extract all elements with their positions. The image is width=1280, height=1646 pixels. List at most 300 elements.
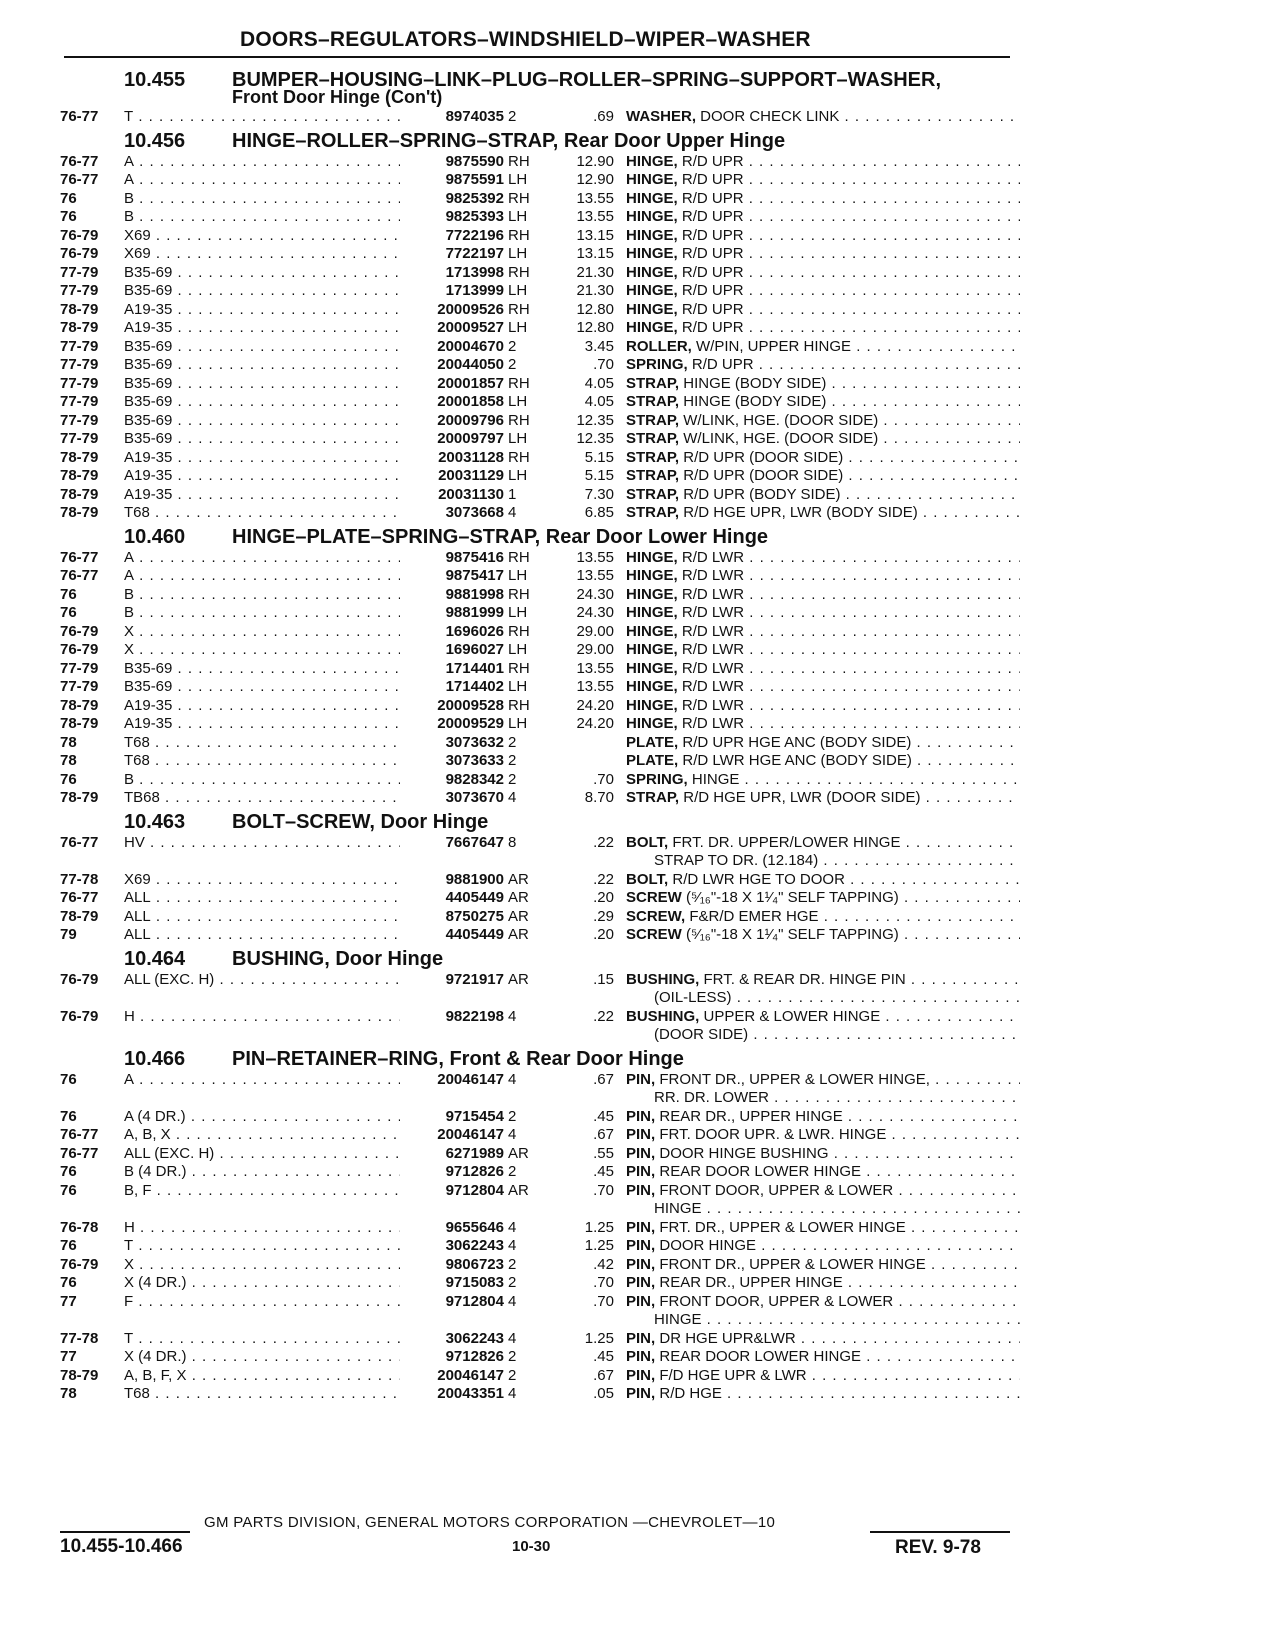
model-year: 76-77 bbox=[60, 833, 99, 851]
part-detail: R/D HGE bbox=[655, 1385, 722, 1402]
price: 24.20 bbox=[576, 696, 614, 714]
part-number: 3073632 bbox=[400, 734, 504, 753]
quantity: 4 bbox=[508, 789, 517, 806]
part-detail: DOOR HINGE BUSHING bbox=[655, 1144, 829, 1162]
model-code: A, B, X . . . bbox=[124, 1126, 464, 1145]
price: 13.55 bbox=[576, 659, 614, 677]
part-number: 20009526 bbox=[400, 301, 504, 320]
part-description bbox=[626, 467, 1020, 486]
quantity: 4 bbox=[508, 1126, 517, 1143]
part-name: PIN, bbox=[626, 1274, 656, 1291]
table-row bbox=[60, 567, 1020, 586]
part-name: HINGE, bbox=[626, 208, 678, 225]
part-name: PIN, bbox=[626, 1366, 656, 1384]
part-detail: F&R/D EMER HGE bbox=[685, 907, 819, 925]
price: .55 bbox=[593, 1144, 614, 1162]
quantity: 2 bbox=[508, 770, 517, 788]
part-detail: R/D UPR (DOOR SIDE) bbox=[679, 467, 844, 484]
model-code: ALL (EXC. H) . . . bbox=[124, 1145, 464, 1164]
part-name: SCREW bbox=[626, 926, 682, 943]
model-year: 77-78 bbox=[60, 1329, 99, 1347]
model-year: 77-79 bbox=[60, 263, 99, 281]
part-name: HINGE, bbox=[626, 171, 678, 188]
section-number: 10.464 bbox=[124, 947, 186, 970]
table-row bbox=[60, 971, 1020, 1008]
part-name: SCREW bbox=[626, 889, 682, 906]
part-detail: R/D UPR bbox=[677, 226, 744, 244]
model-year: 77-79 bbox=[60, 659, 99, 677]
model-year: 78 bbox=[60, 733, 77, 751]
part-number: 20009528 bbox=[400, 697, 504, 716]
section-heading bbox=[60, 68, 1020, 92]
part-number: 9806723 bbox=[400, 1256, 504, 1275]
price: 12.35 bbox=[576, 430, 614, 447]
model-year: 76 bbox=[60, 1070, 77, 1088]
table-row bbox=[60, 660, 1020, 679]
model-code: ALL (EXC. H) . . . bbox=[124, 971, 464, 990]
table-row bbox=[60, 752, 1020, 771]
model-code: A19-35 . . . bbox=[124, 301, 464, 320]
part-name: HINGE, bbox=[626, 622, 678, 640]
price: .69 bbox=[593, 108, 614, 125]
part-detail: R/D UPR HGE ANC (BODY SIDE) bbox=[678, 733, 912, 751]
part-name: STRAP, bbox=[626, 789, 680, 806]
section-heading bbox=[60, 810, 1020, 834]
model-code: ALL . . . bbox=[124, 926, 464, 945]
model-year: 77 bbox=[60, 1348, 77, 1365]
part-detail: REAR DOOR LOWER HINGE bbox=[655, 1163, 862, 1180]
model-year: 78-79 bbox=[60, 715, 99, 732]
model-year: 79 bbox=[60, 926, 77, 943]
part-detail: W/LINK, HGE. (DOOR SIDE) bbox=[679, 411, 879, 429]
part-detail: R/D HGE UPR, LWR (DOOR SIDE) bbox=[679, 789, 921, 806]
quantity: 4 bbox=[508, 1237, 517, 1254]
part-number: 3062243 bbox=[400, 1330, 504, 1349]
part-detail: FRONT DOOR, UPPER & LOWER bbox=[655, 1292, 894, 1310]
table-row bbox=[60, 375, 1020, 394]
part-detail: R/D LWR bbox=[677, 678, 745, 695]
section-heading bbox=[60, 1047, 1020, 1071]
part-name: HINGE, bbox=[626, 567, 678, 584]
model-year: 76-79 bbox=[60, 970, 99, 988]
model-year: 78-79 bbox=[60, 789, 99, 806]
part-description bbox=[626, 1008, 1020, 1027]
part-name: HINGE, bbox=[626, 152, 678, 170]
part-description bbox=[626, 338, 1020, 357]
price: .20 bbox=[593, 926, 614, 943]
model-year: 76 bbox=[60, 770, 77, 788]
part-name: HINGE, bbox=[626, 696, 678, 714]
model-code: B35-69 . . . bbox=[124, 356, 464, 375]
model-year: 76-77 bbox=[60, 171, 99, 188]
price: .15 bbox=[593, 970, 614, 988]
part-name: HINGE, bbox=[626, 548, 678, 566]
table-row bbox=[60, 449, 1020, 468]
part-description bbox=[626, 567, 1020, 586]
table-row bbox=[60, 190, 1020, 209]
part-description bbox=[626, 908, 1020, 927]
section-title: HINGE–ROLLER–SPRING–STRAP, Rear Door Upper Hinge bbox=[232, 129, 786, 152]
part-number: 20001858 bbox=[400, 393, 504, 412]
quantity: 4 bbox=[508, 1385, 517, 1402]
model-code: X (4 DR.) . . . bbox=[124, 1274, 464, 1293]
model-code: B35-69 . . . bbox=[124, 338, 464, 357]
model-code: T68 . . . bbox=[124, 734, 464, 753]
price: 8.70 bbox=[584, 789, 614, 806]
quantity: RH bbox=[508, 622, 530, 640]
part-description bbox=[626, 449, 1020, 468]
part-description bbox=[626, 1145, 1020, 1164]
model-code: T68 . . . bbox=[124, 504, 464, 523]
price: .22 bbox=[593, 833, 614, 851]
model-year: 77-79 bbox=[60, 393, 99, 410]
part-number: 3073668 bbox=[400, 504, 504, 523]
model-year: 77-79 bbox=[60, 411, 99, 429]
model-code: A . . . bbox=[124, 1071, 464, 1090]
table-row bbox=[60, 301, 1020, 320]
part-number: 6271989 bbox=[400, 1145, 504, 1164]
model-year: 78 bbox=[60, 752, 77, 769]
model-code: B35-69 . . . bbox=[124, 282, 464, 301]
part-detail: REAR DOOR LOWER HINGE bbox=[655, 1348, 862, 1365]
model-year: 78-79 bbox=[60, 1366, 99, 1384]
model-year: 77-78 bbox=[60, 870, 99, 888]
model-year: 76-79 bbox=[60, 245, 99, 262]
price: .45 bbox=[593, 1348, 614, 1365]
table-row bbox=[60, 641, 1020, 660]
quantity: RH bbox=[508, 263, 530, 281]
part-description bbox=[626, 1256, 1020, 1275]
table-row bbox=[60, 1348, 1020, 1367]
table-row bbox=[60, 430, 1020, 449]
price: 5.15 bbox=[584, 467, 614, 484]
part-detail: R/D LWR bbox=[677, 659, 745, 677]
model-code: A19-35 . . . bbox=[124, 467, 464, 486]
price: 13.15 bbox=[576, 245, 614, 262]
price: .45 bbox=[593, 1107, 614, 1125]
quantity: AR bbox=[508, 889, 529, 906]
model-year: 78-79 bbox=[60, 696, 99, 714]
quantity: 2 bbox=[508, 1274, 517, 1291]
quantity: 4 bbox=[508, 1292, 517, 1310]
table-row bbox=[60, 734, 1020, 753]
part-number: 20031130 bbox=[400, 486, 504, 505]
model-code: A (4 DR.) . . . bbox=[124, 1108, 464, 1127]
part-detail: FRONT DR., UPPER & LOWER HINGE bbox=[655, 1255, 926, 1273]
quantity: LH bbox=[508, 567, 528, 584]
part-name: STRAP, bbox=[626, 467, 680, 484]
table-row bbox=[60, 926, 1020, 945]
part-number: 8974035 bbox=[400, 108, 504, 127]
quantity: 2 bbox=[508, 108, 517, 125]
footer-page-number: 10-30 bbox=[512, 1538, 551, 1555]
quantity: LH bbox=[508, 282, 528, 299]
quantity: RH bbox=[508, 189, 530, 207]
part-description bbox=[626, 623, 1020, 642]
price: .45 bbox=[593, 1163, 614, 1180]
model-code: B35-69 . . . bbox=[124, 264, 464, 283]
quantity: RH bbox=[508, 374, 530, 392]
part-detail: R/D UPR bbox=[677, 245, 744, 262]
quantity: 4 bbox=[508, 504, 517, 521]
quantity: RH bbox=[508, 226, 530, 244]
quantity: LH bbox=[508, 641, 528, 658]
model-code: HV . . . bbox=[124, 834, 464, 853]
part-description bbox=[626, 190, 1020, 209]
part-description bbox=[626, 971, 1020, 990]
table-row bbox=[60, 604, 1020, 623]
table-row bbox=[60, 1126, 1020, 1145]
model-year: 77-79 bbox=[60, 337, 99, 355]
part-detail: DR HGE UPR&LWR bbox=[655, 1329, 796, 1347]
section-number: 10.460 bbox=[124, 525, 186, 548]
model-code: B35-69 . . . bbox=[124, 678, 464, 697]
quantity: RH bbox=[508, 659, 530, 677]
table-row bbox=[60, 1274, 1020, 1293]
quantity: AR bbox=[508, 926, 529, 943]
part-number: 9881900 bbox=[400, 871, 504, 890]
price: 29.00 bbox=[576, 622, 614, 640]
table-row bbox=[60, 908, 1020, 927]
part-description bbox=[626, 771, 1020, 790]
model-year: 78-79 bbox=[60, 448, 99, 466]
model-code: F . . . bbox=[124, 1293, 464, 1312]
part-name: HINGE, bbox=[626, 604, 678, 621]
part-detail: R/D LWR bbox=[677, 585, 745, 603]
price: 1.25 bbox=[584, 1329, 614, 1347]
part-name: HINGE, bbox=[626, 245, 678, 262]
quantity: RH bbox=[508, 448, 530, 466]
model-code: A . . . bbox=[124, 153, 464, 172]
part-name: HINGE, bbox=[626, 263, 678, 281]
model-code: T . . . bbox=[124, 108, 464, 127]
price: 24.30 bbox=[576, 585, 614, 603]
part-number: 20009797 bbox=[400, 430, 504, 449]
quantity: 2 bbox=[508, 1366, 517, 1384]
price: .70 bbox=[593, 1292, 614, 1310]
part-name: HINGE, bbox=[626, 659, 678, 677]
part-detail: W/PIN, UPPER HINGE bbox=[691, 337, 852, 355]
part-number: 1696027 bbox=[400, 641, 504, 660]
part-description bbox=[626, 1293, 1020, 1312]
part-description bbox=[626, 1182, 1020, 1201]
model-code: T68 . . . bbox=[124, 1385, 464, 1404]
price: 4.05 bbox=[584, 393, 614, 410]
part-number: 9822198 bbox=[400, 1008, 504, 1027]
part-detail: R/D LWR bbox=[677, 641, 745, 658]
table-row bbox=[60, 356, 1020, 375]
price: 13.55 bbox=[576, 208, 614, 225]
part-detail: R/D UPR bbox=[677, 189, 744, 207]
model-code: A19-35 . . . bbox=[124, 715, 464, 734]
part-number: 9712826 bbox=[400, 1348, 504, 1367]
part-name: SCREW, bbox=[626, 907, 686, 925]
part-detail: R/D LWR HGE ANC (BODY SIDE) bbox=[678, 752, 912, 769]
part-detail: (⁵⁄₁₆"-18 X 1¹⁄₄" SELF TAPPING) bbox=[681, 889, 899, 906]
part-description bbox=[626, 641, 1020, 660]
part-name: PLATE, bbox=[626, 733, 679, 751]
quantity: 4 bbox=[508, 1329, 517, 1347]
price: 1.25 bbox=[584, 1218, 614, 1236]
part-detail: REAR DR., UPPER HINGE bbox=[655, 1274, 843, 1291]
quantity: RH bbox=[508, 300, 530, 318]
quantity: AR bbox=[508, 907, 529, 925]
model-code: B (4 DR.) . . . bbox=[124, 1163, 464, 1182]
part-name: PIN, bbox=[626, 1181, 656, 1199]
part-name: PIN, bbox=[626, 1218, 656, 1236]
model-code: A19-35 . . . bbox=[124, 319, 464, 338]
price: 13.55 bbox=[576, 678, 614, 695]
model-year: 78 bbox=[60, 1385, 77, 1402]
table-row bbox=[60, 1163, 1020, 1182]
section-title: BUSHING, Door Hinge bbox=[232, 947, 444, 970]
part-number: 9875417 bbox=[400, 567, 504, 586]
model-year: 76 bbox=[60, 1274, 77, 1291]
model-code: B . . . bbox=[124, 190, 464, 209]
quantity: LH bbox=[508, 393, 528, 410]
model-year: 77-79 bbox=[60, 282, 99, 299]
price: 12.90 bbox=[576, 152, 614, 170]
part-detail: R/D LWR bbox=[677, 715, 745, 732]
part-number: 9875591 bbox=[400, 171, 504, 190]
parts-listing bbox=[60, 66, 1020, 1404]
part-name: PIN, bbox=[626, 1329, 656, 1347]
section-heading bbox=[60, 525, 1020, 549]
quantity: 4 bbox=[508, 1007, 517, 1025]
part-name: HINGE, bbox=[626, 282, 678, 299]
quantity: 2 bbox=[508, 1107, 517, 1125]
price: 13.55 bbox=[576, 567, 614, 584]
section-title: BOLT–SCREW, Door Hinge bbox=[232, 810, 489, 833]
part-name: HINGE, bbox=[626, 189, 678, 207]
part-description bbox=[626, 789, 1020, 808]
part-description bbox=[626, 678, 1020, 697]
model-code: B . . . bbox=[124, 771, 464, 790]
model-year: 76 bbox=[60, 585, 77, 603]
model-code: T . . . bbox=[124, 1330, 464, 1349]
part-number: 20031129 bbox=[400, 467, 504, 486]
quantity: LH bbox=[508, 715, 528, 732]
price: 13.55 bbox=[576, 189, 614, 207]
part-number: 20009796 bbox=[400, 412, 504, 431]
part-detail: R/D LWR HGE TO DOOR bbox=[668, 870, 845, 888]
page-title: DOORS–REGULATORS–WINDSHIELD–WIPER–WASHER bbox=[240, 28, 811, 51]
part-number: 9715083 bbox=[400, 1274, 504, 1293]
model-code: A . . . bbox=[124, 567, 464, 586]
part-number: 9825393 bbox=[400, 208, 504, 227]
part-number: 3073670 bbox=[400, 789, 504, 808]
price: .70 bbox=[593, 356, 614, 373]
price: .67 bbox=[593, 1070, 614, 1088]
part-number: 20046147 bbox=[400, 1367, 504, 1386]
part-description bbox=[626, 1071, 1020, 1090]
part-number: 1713998 bbox=[400, 264, 504, 283]
table-row bbox=[60, 715, 1020, 734]
price: .42 bbox=[593, 1255, 614, 1273]
part-number: 1713999 bbox=[400, 282, 504, 301]
table-row bbox=[60, 1182, 1020, 1219]
part-description bbox=[626, 393, 1020, 412]
table-row bbox=[60, 1071, 1020, 1108]
section-heading bbox=[60, 129, 1020, 153]
part-name: PIN, bbox=[626, 1163, 656, 1180]
part-description bbox=[626, 549, 1020, 568]
price: 7.30 bbox=[584, 485, 614, 503]
description-continuation: STRAP TO DR. (12.184) . . . bbox=[654, 852, 1020, 871]
part-detail: W/LINK, HGE. (DOOR SIDE) bbox=[679, 430, 879, 447]
quantity: LH bbox=[508, 678, 528, 695]
part-detail: R/D UPR bbox=[677, 208, 744, 225]
model-code: A, B, F, X . . . bbox=[124, 1367, 464, 1386]
model-code: ALL . . . bbox=[124, 908, 464, 927]
part-number: 20044050 bbox=[400, 356, 504, 375]
model-year: 77-79 bbox=[60, 374, 99, 392]
part-name: ROLLER, bbox=[626, 337, 692, 355]
table-row bbox=[60, 486, 1020, 505]
model-year: 76 bbox=[60, 189, 77, 207]
model-code: B35-69 . . . bbox=[124, 660, 464, 679]
part-name: BOLT, bbox=[626, 833, 669, 851]
table-row bbox=[60, 789, 1020, 808]
section-number: 10.463 bbox=[124, 810, 186, 833]
part-description bbox=[626, 604, 1020, 623]
model-year: 76-79 bbox=[60, 226, 99, 244]
part-detail: R/D UPR bbox=[677, 263, 744, 281]
table-row bbox=[60, 697, 1020, 716]
part-detail: R/D HGE UPR, LWR (BODY SIDE) bbox=[679, 504, 918, 521]
table-row bbox=[60, 1237, 1020, 1256]
part-description bbox=[626, 430, 1020, 449]
table-row bbox=[60, 319, 1020, 338]
part-number: 3073633 bbox=[400, 752, 504, 771]
price: 13.55 bbox=[576, 548, 614, 566]
model-year: 78-79 bbox=[60, 485, 99, 503]
description-continuation: RR. DR. LOWER . . . bbox=[654, 1089, 1020, 1108]
quantity: LH bbox=[508, 467, 528, 484]
model-code: B35-69 . . . bbox=[124, 430, 464, 449]
part-description bbox=[626, 834, 1020, 853]
model-year: 76 bbox=[60, 1237, 77, 1254]
part-number: 7722197 bbox=[400, 245, 504, 264]
quantity: 8 bbox=[508, 833, 517, 851]
title-rule bbox=[64, 56, 1010, 58]
part-name: PIN, bbox=[626, 1126, 656, 1143]
part-name: STRAP, bbox=[626, 504, 680, 521]
part-detail: R/D UPR bbox=[677, 282, 744, 299]
price: 5.15 bbox=[584, 448, 614, 466]
part-number: 7722196 bbox=[400, 227, 504, 246]
part-description bbox=[626, 108, 1020, 127]
table-row bbox=[60, 586, 1020, 605]
model-year: 76 bbox=[60, 604, 77, 621]
section-subtitle: Front Door Hinge (Con't) bbox=[232, 87, 443, 107]
part-detail: FRT. DOOR UPR. & LWR. HINGE bbox=[655, 1126, 887, 1143]
model-year: 78-79 bbox=[60, 467, 99, 484]
part-name: BUSHING, bbox=[626, 1007, 700, 1025]
model-year: 76 bbox=[60, 1107, 77, 1125]
part-description bbox=[626, 1163, 1020, 1182]
table-row bbox=[60, 889, 1020, 908]
part-name: HINGE, bbox=[626, 678, 678, 695]
part-description bbox=[626, 504, 1020, 523]
table-row bbox=[60, 153, 1020, 172]
part-name: BOLT, bbox=[626, 870, 669, 888]
table-row bbox=[60, 227, 1020, 246]
table-row bbox=[60, 171, 1020, 190]
quantity: LH bbox=[508, 245, 528, 262]
part-number: 9881999 bbox=[400, 604, 504, 623]
part-description bbox=[626, 752, 1020, 771]
